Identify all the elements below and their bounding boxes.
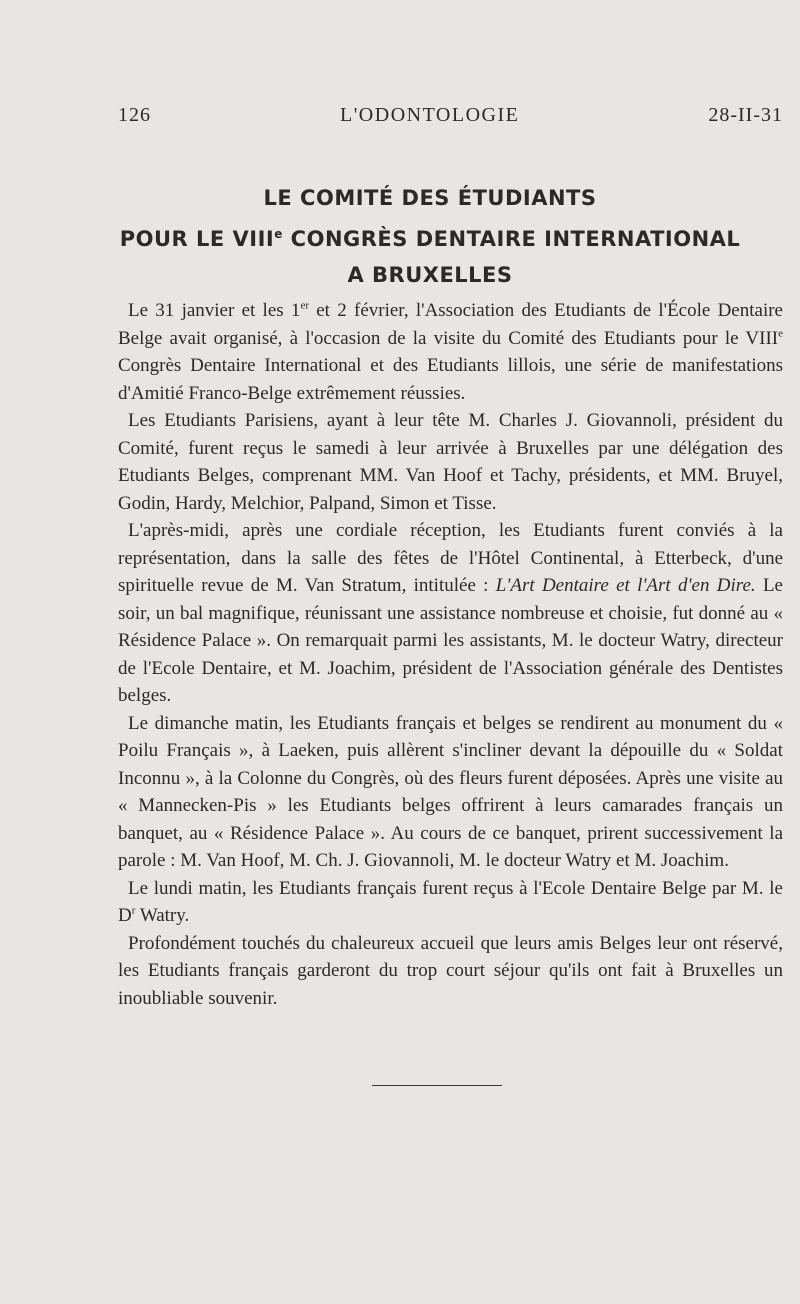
title-line-1: LE COMITÉ DES ÉTUDIANTS <box>263 186 597 210</box>
paragraph-6: Profondément touchés du chaleureux accueil que leurs amis Belges leur ont réservé, les Etudiants français garderont du trop court séjour qu'ils ont fait à Bruxelles un inoubliable souvenir. <box>118 932 783 1009</box>
issue-date: 28-II-31 <box>708 104 783 126</box>
paragraph-5 <box>118 875 783 930</box>
revue-title: L'Art Dentaire et l'Art d'en Dire. <box>495 575 756 596</box>
title-line-2-sup: e <box>274 227 283 241</box>
p3-text-b: Le soir, un bal magnifique, réunissant une assistance nombreuse et choisie, fut donné au « Résidence Palace ». On remarquait parmi les assistants, M. le docteur Watry, directeur de l'Ecole Dentaire, et M. Joachim, président de l'Association générale des Dentistes belges. <box>118 575 783 706</box>
p1-text-b: et 2 février, l'Association des Etudiants de l'École Dentaire Belge avait organisé, à l'occasion de la visite du Comité des Etudiants pour le VIII <box>118 300 783 349</box>
p3-text-a: L'après-midi, après une cordiale réception, les Etudiants furent conviés à la représentation, dans la salle des fêtes de l'Hôtel Continental, à Etterbeck, d'une spirituelle revue de M. Van Stratum, intitulée : <box>118 520 783 596</box>
article-body <box>118 297 783 1012</box>
p1-sup-2: e <box>778 327 783 340</box>
title-line-3: A BRUXELLES <box>347 263 513 287</box>
p1-text-c: Congrès Dentaire International et des Etudiants lillois, une série de manifestations d'Amitié Franco-Belge extrêmement réussies. <box>118 355 783 404</box>
paragraph-2: Les Etudiants Parisiens, ayant à leur tête M. Charles J. Giovannoli, président du Comité, furent reçus le samedi à leur arrivée à Bruxelles par une délégation des Etudiants Belges, comprenant MM. Van Hoof et Tachy, présidents, et MM. Bruyel, Godin, Hardy, Melchior, Palpand, Simon et Tisse. <box>118 410 783 514</box>
p5-text-a: Le lundi matin, les Etudiants français furent reçus à l'Ecole Dentaire Belge par M. le D <box>118 877 783 926</box>
paragraph-3 <box>118 517 783 710</box>
end-rule <box>372 1085 502 1086</box>
article-title <box>100 180 760 293</box>
p5-sup: r <box>131 904 136 917</box>
paragraph-1 <box>118 297 783 407</box>
paragraph-4: Le dimanche matin, les Etudiants français et belges se rendirent au monument du « Poilu Français », à Laeken, puis allèrent s'incliner devant la dépouille du « Soldat Inconnu », à la Colonne du Congrès, où des fleurs furent déposées. Après une visite au « Mannecken-Pis » les Etudiants belges offrirent à leurs camarades français un banquet, au « Résidence Palace ». Au cours de ce banquet, prirent successivement la parole : M. Van Hoof, M. Ch. J. Giovannoli, M. le docteur Watry et M. Joachim. <box>118 712 783 871</box>
title-line-2 <box>100 216 760 257</box>
running-title: L'ODONTOLOGIE <box>339 104 520 126</box>
p5-text-b: Watry. <box>135 905 190 926</box>
title-line-2-suffix: CONGRÈS DENTAIRE INTERNATIONAL <box>282 227 741 251</box>
page-number: 126 <box>118 104 151 126</box>
title-line-2-prefix: POUR LE VIII <box>119 227 275 251</box>
p1-text-a: Le 31 janvier et les 1 <box>128 300 301 321</box>
page-header <box>118 104 783 134</box>
p1-sup-1: er <box>300 299 309 312</box>
